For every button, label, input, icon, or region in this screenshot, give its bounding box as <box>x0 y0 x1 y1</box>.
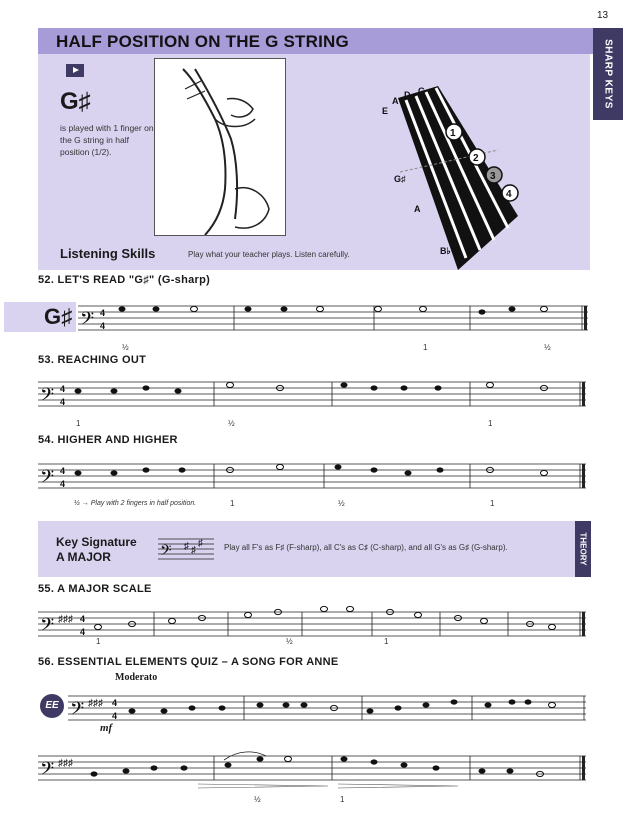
key-signature-box <box>38 521 590 577</box>
svg-text:♯♯♯: ♯♯♯ <box>88 698 103 709</box>
ex56-fingering-1: ½ <box>254 795 261 804</box>
lesson-title: HALF POSITION ON THE G STRING <box>56 32 349 51</box>
dynamic-marking: mf <box>100 722 113 734</box>
exercise-54-fingerings <box>38 494 590 510</box>
svg-text:𝄢: 𝄢 <box>40 467 55 492</box>
svg-text:𝄢: 𝄢 <box>40 385 55 410</box>
ex52-fingering-3: ½ <box>544 343 551 352</box>
ex54-fingering-2: ½ <box>338 499 345 508</box>
gsharp-highlight-label: G♯ <box>44 304 73 329</box>
exercise-55-title: 55. A MAJOR SCALE <box>38 583 152 595</box>
svg-text:♯♯♯: ♯♯♯ <box>58 758 73 769</box>
svg-text:♯: ♯ <box>198 538 203 549</box>
gsharp-highlight <box>4 302 76 332</box>
string-label-g: G <box>418 86 426 96</box>
key-signature-title <box>56 535 137 565</box>
key-signature-staff <box>158 533 214 563</box>
svg-text:4: 4 <box>80 627 86 637</box>
svg-text:4: 4 <box>60 384 66 394</box>
note-label-gsharp: G♯ <box>394 174 406 184</box>
exercise-55-staff <box>38 600 590 648</box>
finger-3-number: 3 <box>490 171 496 182</box>
lesson-title-bar <box>38 28 593 54</box>
exercise-56-staff-2 <box>38 748 590 808</box>
exercise-54-title: 54. HIGHER AND HIGHER <box>38 434 178 446</box>
key-signature-title-line1: Key Signature <box>56 535 137 549</box>
sharp-keys-tab <box>593 28 623 120</box>
exercise-56-staff-1 <box>68 688 590 724</box>
svg-text:𝄢: 𝄢 <box>80 309 95 334</box>
ex56-fingering-2: 1 <box>340 795 345 804</box>
fingerboard-diagram <box>338 58 528 270</box>
ex53-fingering-3: 1 <box>488 419 493 428</box>
bass-player-illustration <box>154 58 286 236</box>
exercise-56-title: 56. ESSENTIAL ELEMENTS QUIZ – A SONG FOR ANNE <box>38 656 339 668</box>
ex52-fingering-2: 1 <box>423 343 428 352</box>
note-label-a: A <box>414 204 421 214</box>
svg-text:𝄢: 𝄢 <box>160 542 172 563</box>
listening-skills-title: Listening Skills <box>60 246 156 261</box>
finger-2-number: 2 <box>473 153 479 164</box>
exercise-54-staff <box>38 452 590 498</box>
string-label-e: E <box>382 106 389 116</box>
exercise-53-title: 53. REACHING OUT <box>38 354 147 366</box>
essential-elements-logo[interactable]: EE <box>40 694 64 718</box>
ex55-fingering-1: 1 <box>96 637 101 646</box>
key-signature-text: Play all F's as F♯ (F-sharp), all C's as C♯ (C-sharp), and all G's as G♯ (G-sharp). <box>224 543 508 552</box>
svg-text:♯♯♯: ♯♯♯ <box>58 614 73 625</box>
svg-text:♯: ♯ <box>191 545 196 556</box>
finger-1-number: 1 <box>450 128 456 139</box>
theory-tab-label: THEORY <box>578 532 588 566</box>
string-label-a: A <box>392 96 399 106</box>
svg-text:4: 4 <box>60 397 66 407</box>
exercise-52-title: 52. LET'S READ "G♯" (G-sharp) <box>38 274 211 286</box>
finger-4-number: 4 <box>506 189 512 200</box>
note-name: G♯ <box>60 88 91 115</box>
sharp-keys-tab-label: SHARP KEYS <box>602 39 614 109</box>
lesson-header-box <box>38 28 590 270</box>
ex54-fingering-3: 1 <box>490 499 495 508</box>
listening-skills-text: Play what your teacher plays. Listen carefully. <box>188 250 350 259</box>
exercise-52-staff <box>78 296 590 354</box>
play-audio-button[interactable] <box>66 64 84 77</box>
theory-tab <box>575 521 591 577</box>
exercise-54-note: ½ → Play with 2 fingers in half position. <box>74 500 197 507</box>
ex52-fingering-1: ½ <box>122 343 129 352</box>
ex55-fingering-3: 1 <box>384 637 389 646</box>
svg-text:4: 4 <box>60 466 66 476</box>
ex53-fingering-1: 1 <box>76 419 81 428</box>
key-signature-title-line2: A MAJOR <box>56 550 111 564</box>
note-description: is played with 1 finger on the G string in half position (1/2). <box>60 123 154 157</box>
svg-text:4: 4 <box>112 711 118 721</box>
page-number: 13 <box>597 10 609 21</box>
svg-text:𝄢: 𝄢 <box>70 699 85 724</box>
svg-text:𝄢: 𝄢 <box>40 615 55 640</box>
ex54-fingering-1: 1 <box>230 499 235 508</box>
svg-text:♯: ♯ <box>184 541 189 552</box>
string-label-d: D <box>404 90 411 100</box>
note-label-bflat: B♭ <box>440 246 451 256</box>
bass-drawing <box>155 59 285 235</box>
exercise-53-staff <box>38 370 590 430</box>
svg-text:4: 4 <box>100 321 106 331</box>
ex55-fingering-2: ½ <box>286 637 293 646</box>
tempo-marking: Moderato <box>115 672 158 683</box>
svg-text:4: 4 <box>60 479 66 489</box>
svg-text:𝄢: 𝄢 <box>40 759 55 784</box>
svg-text:4: 4 <box>100 308 106 318</box>
svg-text:4: 4 <box>80 614 86 624</box>
svg-text:4: 4 <box>112 698 118 708</box>
ex53-fingering-2: ½ <box>228 419 235 428</box>
